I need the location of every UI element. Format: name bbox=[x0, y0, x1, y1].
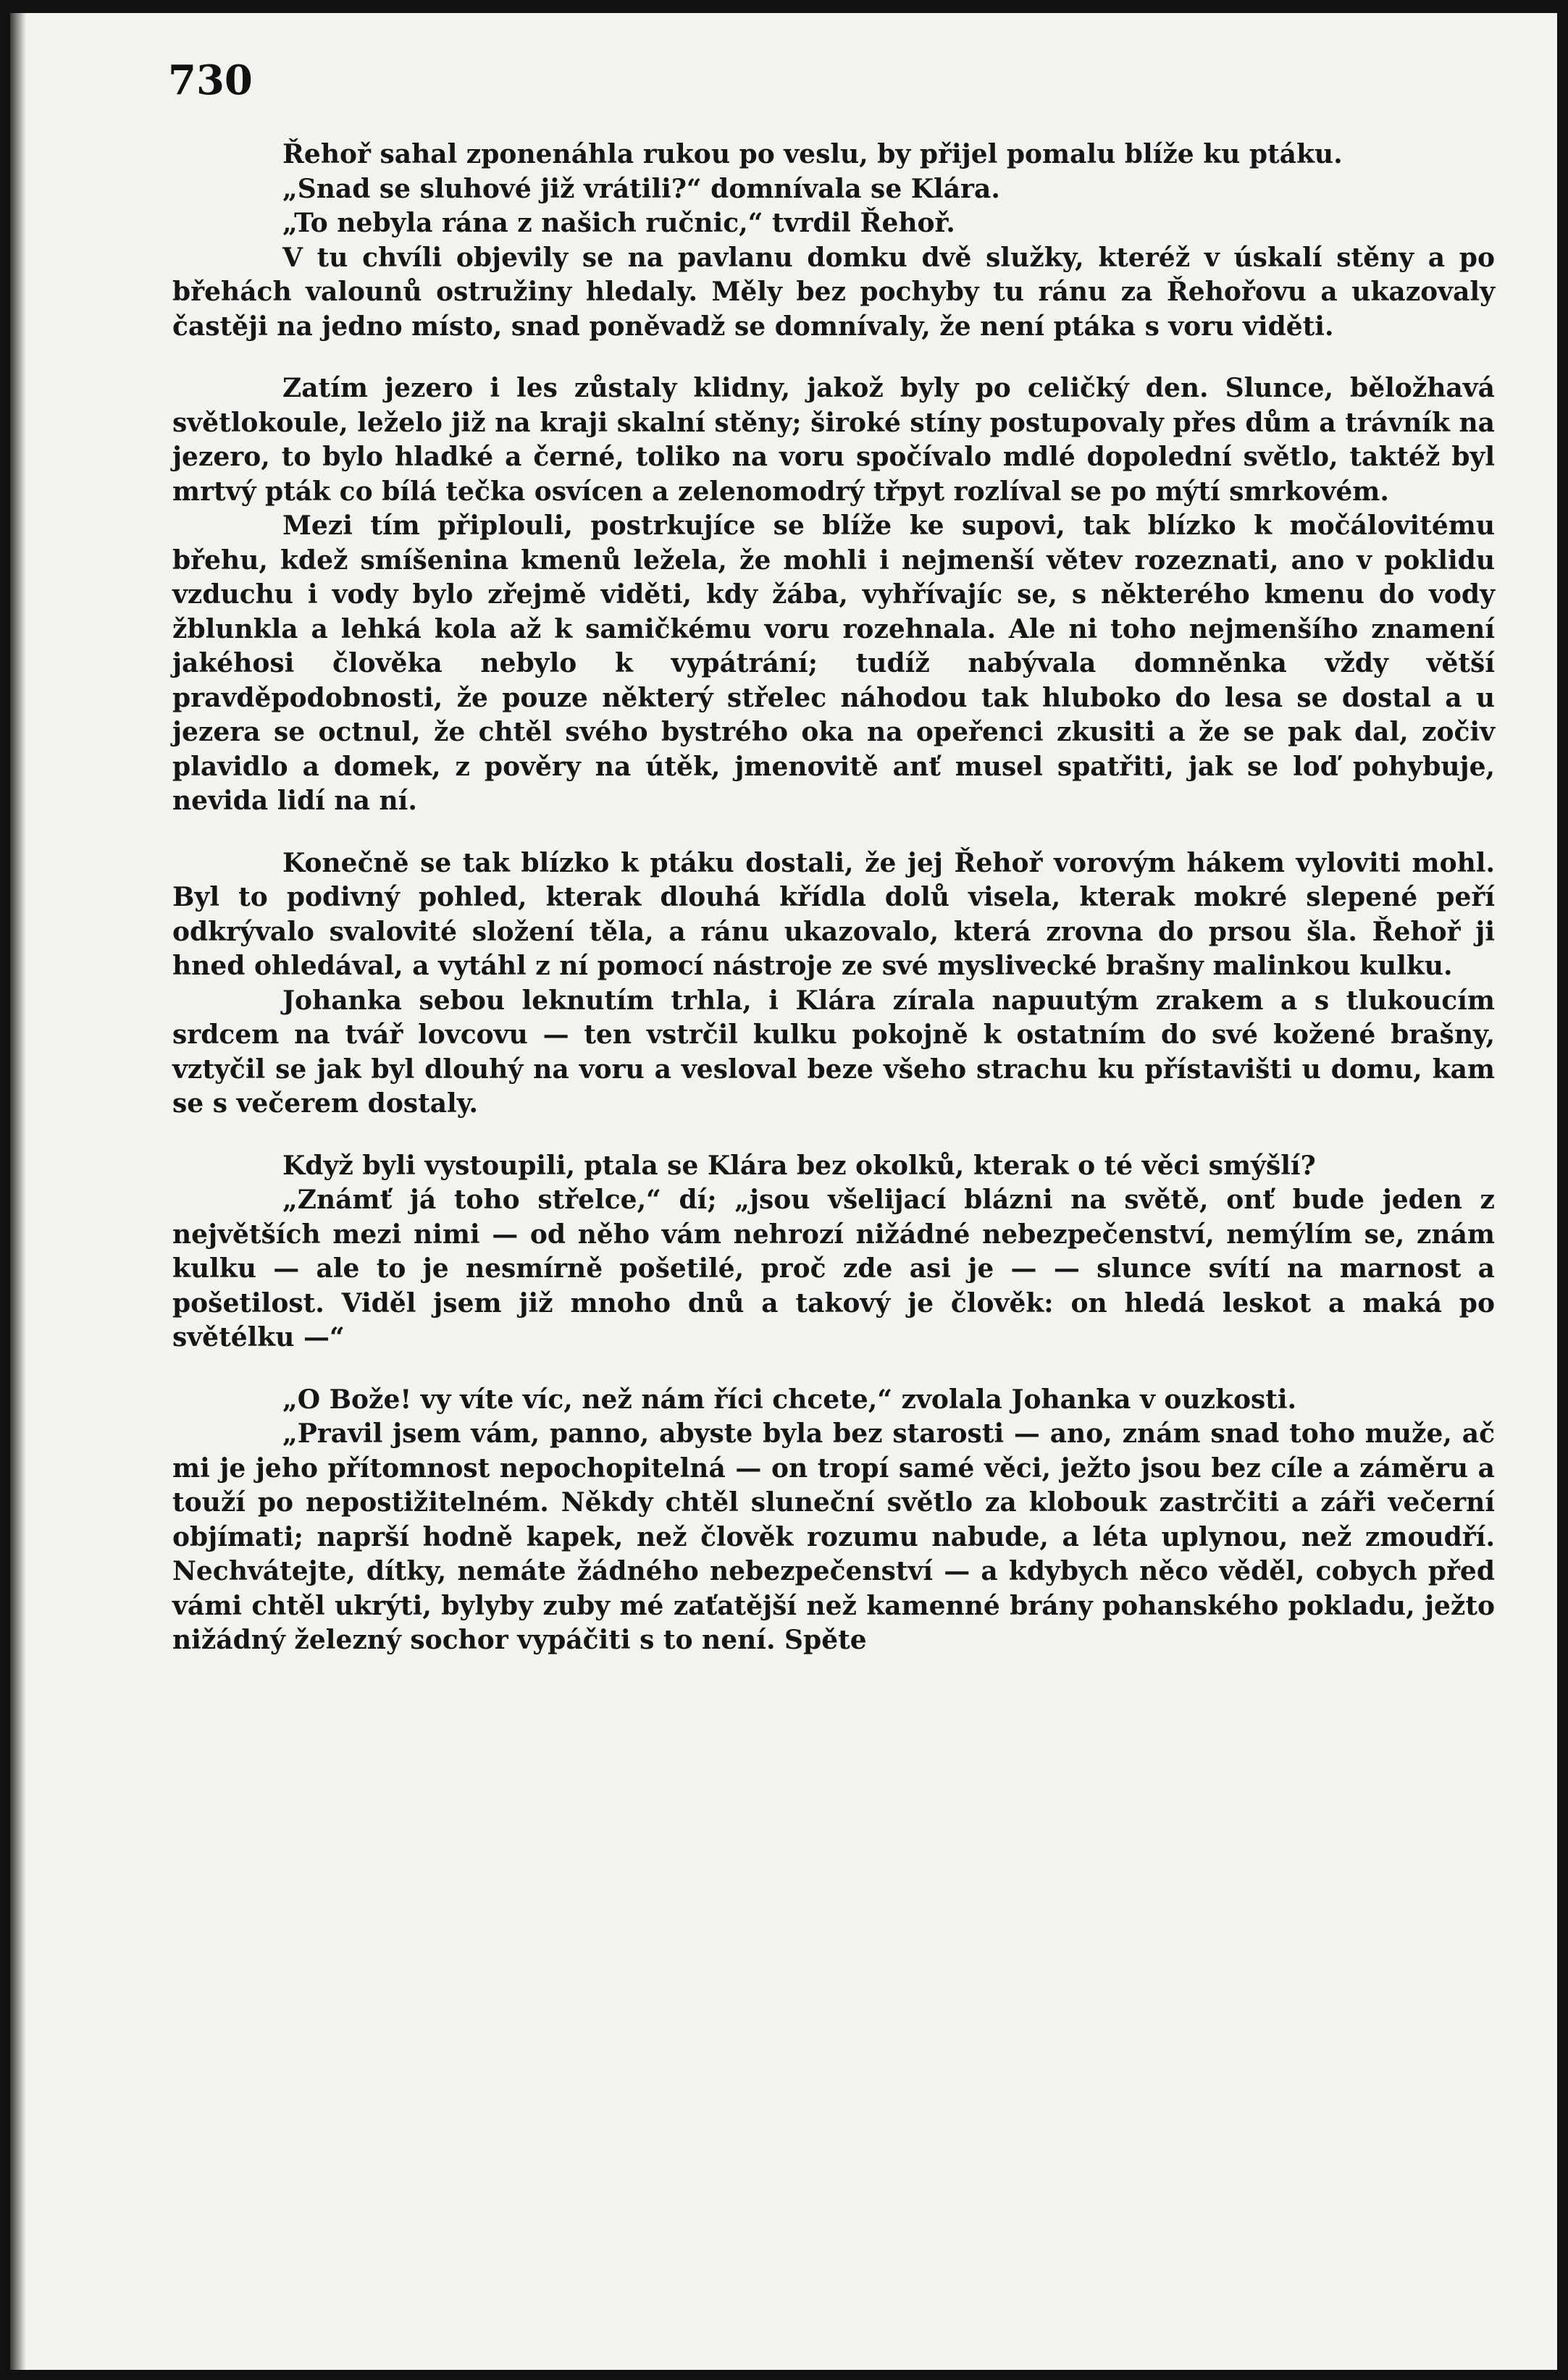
paragraph: „O Bože! vy víte víc, než nám říci chcete,“ zvolala Johanka v ouzkosti. bbox=[282, 1384, 1297, 1415]
paragraph: Zatím jezero i les zůstaly klidny, jakož byly po celičký den. Slunce, běložhavá světlokoule, leželo již na kraji skalní stěny; široké stíny postupovaly přes dům a trávník na jezero, to bylo hladké a černé, toliko na voru spočívalo mdlé dopolední světlo, taktéž byl mrtvý pták co bílá tečka osvícen a zelenomodrý třpyt rozlíval se po mýtí smrkovém. bbox=[172, 373, 1495, 507]
paragraph: Mezi tím připlouli, postrkujíce se blíže ke supovi, tak blízko k močálovitému břehu, kdež smíšenina kmenů ležela, že mohli i nejmenší větev rozeznati, ano v poklidu vzduchu i vody bylo zřejmě viděti, kdy žába, vyhřívajíc se, s některého kmenu do vody žblunkla a lehká kola až k samičkému voru rozehnala. Ale ni toho nejmenšího znamení jakéhosi člověka nebylo k vypátrání; tudíž nabývala domněnka vždy větší pravděpodobnosti, že pouze některý střelec náhodou tak hluboko do lesa se dostal a u jezera se octnul, že chtěl svého bystrého oka na opeřenci zkusiti a že se pak dal, zočiv plavidlo a domek, z pověry na útěk, jmenovitě anť musel spatřiti, jak se loď pohybuje, nevida lidí na ní. bbox=[172, 510, 1495, 816]
page-number: 730 bbox=[168, 56, 253, 104]
paragraph: „To nebyla rána z našich ručnic,“ tvrdil Řehoř. bbox=[282, 208, 955, 238]
paragraph: Řehoř sahal zponenáhla rukou po veslu, by přijel pomalu blíže ku ptáku. bbox=[282, 139, 1343, 169]
paragraph: V tu chvíli objevily se na pavlanu domku dvě služky, kteréž v úskalí stěny a po břehách valounů ostružiny hledaly. Měly bez pochyby tu ránu za Řehořovu a ukazovaly častěji na jedno místo, snad poněvadž se domnívaly, že není ptáka s voru viděti. bbox=[172, 242, 1495, 342]
paragraph: „Pravil jsem vám, panno, abyste byla bez starosti — ano, znám snad toho muže, ač mi je jeho přítomnost nepochopitelná — on tropí samé věci, ježto jsou bez cíle a záměru a touží po nepostižitelném. Někdy chtěl sluneční světlo za klobouk zastrčiti a záři večerní objímati; naprší hodně kapek, než člověk rozumu nabude, a léta uplynou, než zmoudří. Nechvátejte, dítky, nemáte žádného nebezpečenství — a kdybych něco věděl, cobych před vámi chtěl ukrýti, bylyby zuby mé zaťatější než kamenné brány pohanského pokladu, ježto nižádný železný sochor vypáčiti s to není. Spěte bbox=[172, 1418, 1495, 1655]
page-body-text bbox=[172, 138, 1495, 1658]
paragraph: „Známť já toho střelce,“ dí; „jsou všelijací blázni na světě, onť bude jeden z největších mezi nimi — od něho vám nehrozí nižádné nebezpečenství, nemýlím se, znám kulku — ale to je nesmírně pošetilé, proč zde asi je — — slunce svítí na marnost a pošetilost. Viděl jsem již mnoho dnů a takový je člověk: on hledá leskot a maká po světélku —“ bbox=[172, 1185, 1495, 1353]
paragraph: Když byli vystoupili, ptala se Klára bez okolků, kterak o té věci smýšlí? bbox=[282, 1150, 1316, 1181]
paragraph: Johanka sebou leknutím trhla, i Klára zírala napuutým zrakem a s tlukoucím srdcem na tvář lovcovu — ten vstrčil kulku pokojně k ostatním do své kožené brašny, vztyčil se jak byl dlouhý na voru a vesloval beze všeho strachu ku přístavišti u domu, kam se s večerem dostaly. bbox=[172, 985, 1495, 1119]
paragraph: Konečně se tak blízko k ptáku dostali, že jej Řehoř vorovým hákem vyloviti mohl. Byl to podivný pohled, kterak dlouhá křídla dolů visela, kterak mokré slepené peří odkrývalo svalovité složení těla, a ránu ukazovalo, která zrovna do prsou šla. Řehoř ji hned ohledával, a vytáhl z ní pomocí nástroje ze své myslivecké brašny malinkou kulku. bbox=[172, 847, 1495, 981]
page-spine-shadow bbox=[10, 13, 26, 2370]
book-page bbox=[10, 13, 1557, 2370]
paragraph: „Snad se sluhové již vrátili?“ domnívala se Klára. bbox=[282, 173, 1000, 204]
